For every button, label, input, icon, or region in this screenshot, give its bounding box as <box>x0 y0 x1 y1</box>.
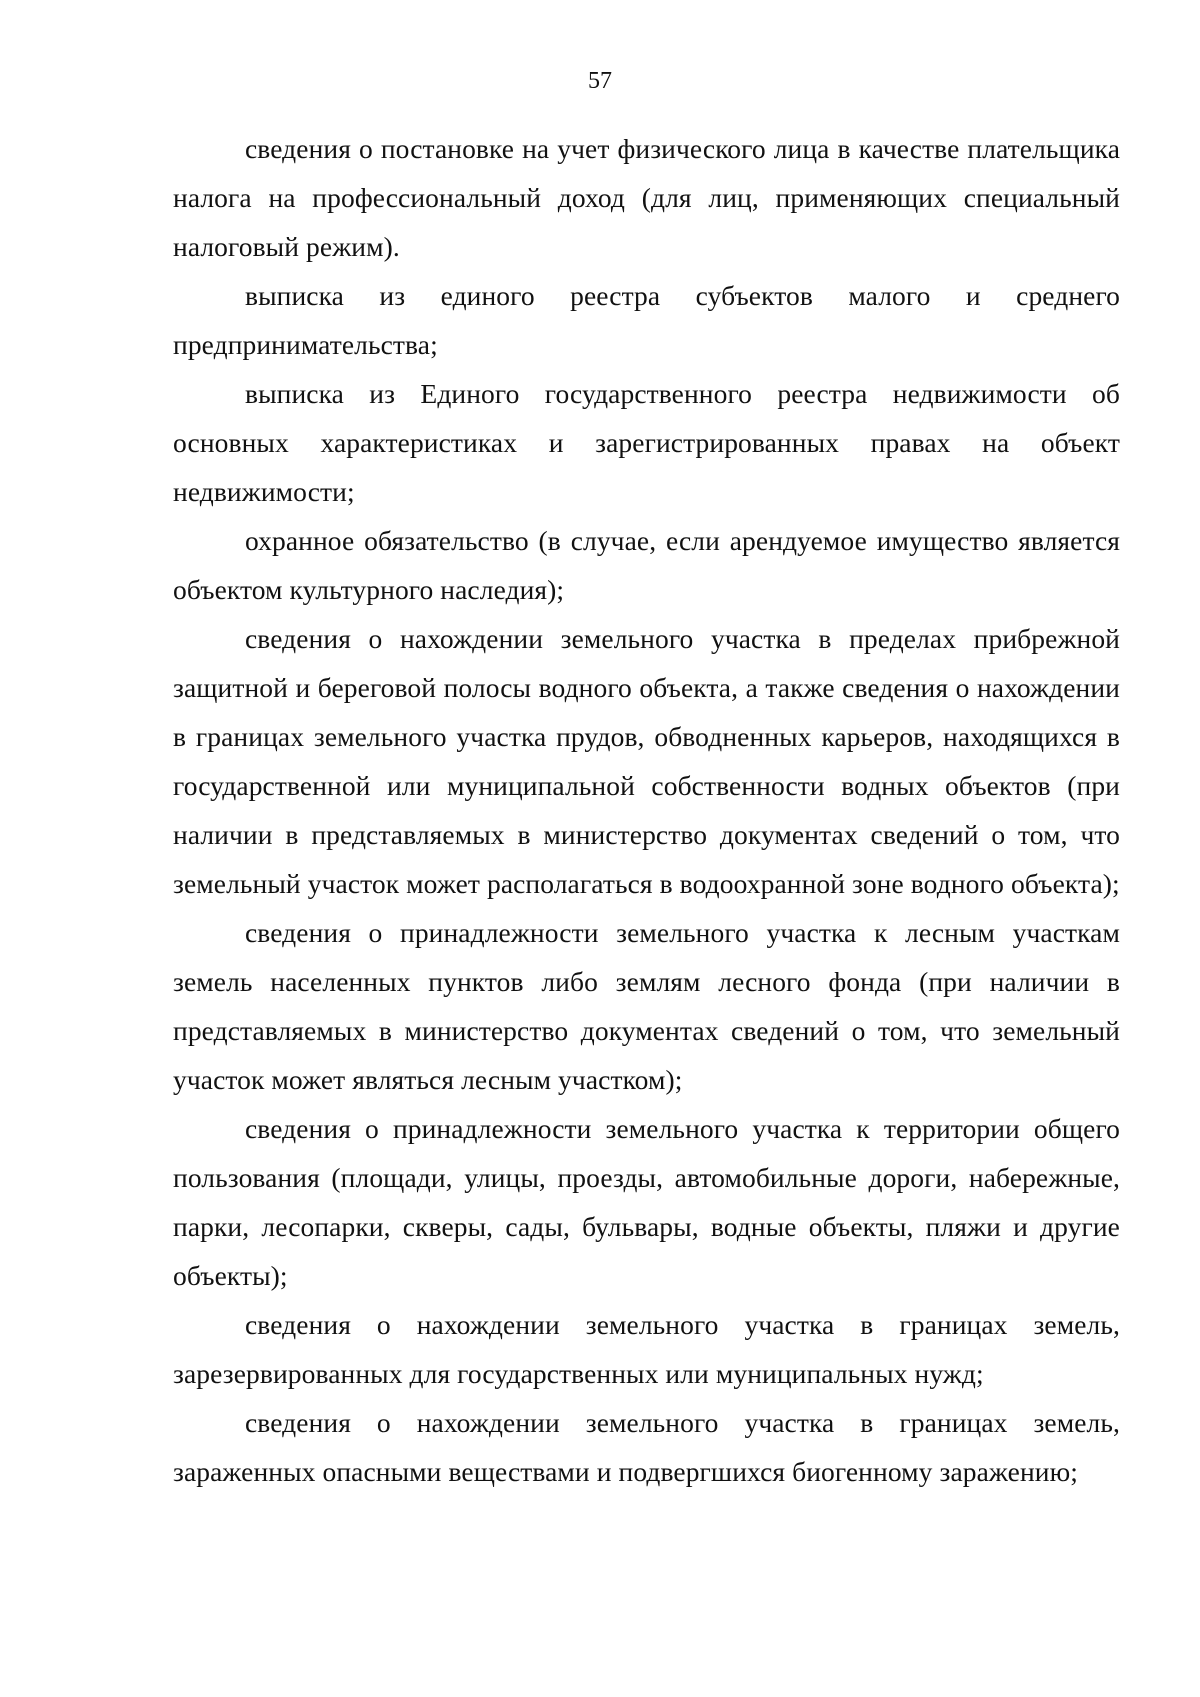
document-body <box>173 124 1120 1496</box>
paragraph-2: выписка из единого реестра субъектов малого и среднего предпринимательства; <box>173 280 1120 360</box>
paragraph-1: сведения о постановке на учет физического лица в качестве плательщика налога на профессиональный доход (для лиц, применяющих специальный налоговый режим). <box>173 133 1120 262</box>
paragraph-8: сведения о нахождении земельного участка в границах земель, зарезервированных для государственных или муниципальных нужд; <box>173 1309 1120 1389</box>
paragraph-7: сведения о принадлежности земельного участка к территории общего пользования (площади, улицы, проезды, автомобильные дороги, набережные, парки, лесопарки, скверы, сады, бульвары, водные объекты, пляжи и другие объекты); <box>173 1113 1120 1291</box>
page-number: 57 <box>588 68 612 94</box>
paragraph-3: выписка из Единого государственного реестра недвижимости об основных характеристиках и зарегистрированных правах на объект недвижимости; <box>173 378 1120 507</box>
paragraph-4: охранное обязательство (в случае, если арендуемое имущество является объектом культурного наследия); <box>173 525 1120 605</box>
paragraph-6: сведения о принадлежности земельного участка к лесным участкам земель населенных пунктов либо землям лесного фонда (при наличии в представляемых в министерство документах сведений о том, что земельный участок может являться лесным участком); <box>173 917 1120 1095</box>
paragraph-9: сведения о нахождении земельного участка в границах земель, зараженных опасными веществами и подвергшихся биогенному заражению; <box>173 1407 1120 1487</box>
paragraph-5: сведения о нахождении земельного участка в пределах прибрежной защитной и береговой полосы водного объекта, а также сведения о нахождении в границах земельного участка прудов, обводненных карьеров, находящихся в государственной или муниципальной собственности водных объектов (при наличии в представляемых в министерство документах сведений о том, что земельный участок может располагаться в водоохранной зоне водного объекта); <box>173 623 1120 899</box>
